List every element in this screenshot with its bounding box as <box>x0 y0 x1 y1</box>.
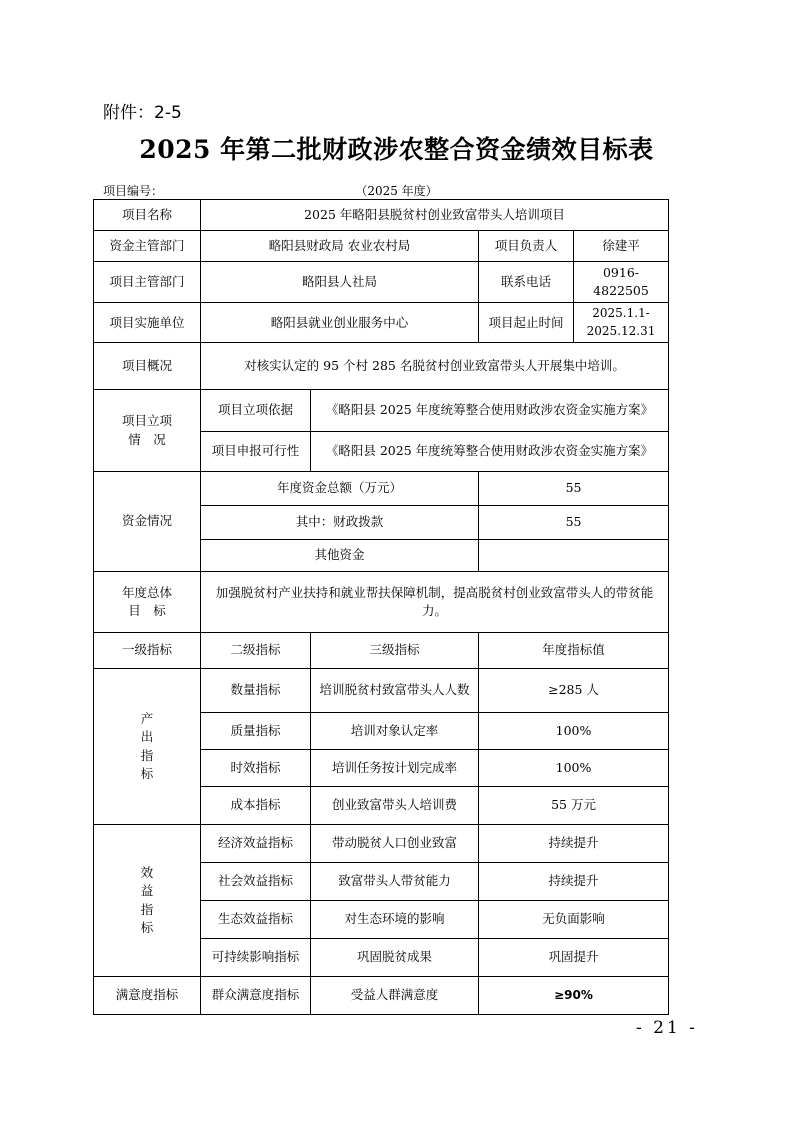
table-row <box>94 303 669 343</box>
fund-dept-label: 资金主管部门 <box>94 231 201 262</box>
goal-label-line2: 目 标 <box>128 603 166 619</box>
table-row <box>94 200 669 231</box>
satisfaction-level2: 群众满意度指标 <box>201 977 311 1015</box>
satisfaction-level3: 受益人群满意度 <box>311 977 479 1015</box>
period-value: 2025.1.1-2025.12.31 <box>574 303 669 343</box>
benefit-label-char: 指 <box>140 901 154 917</box>
benefit-level2: 经济效益指标 <box>201 825 311 863</box>
performance-target-table <box>93 199 669 1015</box>
project-name-label: 项目名称 <box>94 200 201 231</box>
output-label <box>94 669 201 825</box>
table-row <box>94 572 669 633</box>
project-name-value: 2025 年略阳县脱贫村创业致富带头人培训项目 <box>201 200 669 231</box>
leader-label: 项目负责人 <box>479 231 574 262</box>
satisfaction-level1: 满意度指标 <box>94 977 201 1015</box>
funds-fiscal-value: 55 <box>479 506 669 540</box>
project-dept-label: 项目主管部门 <box>94 262 201 303</box>
output-level3: 培训对象认定率 <box>311 713 479 750</box>
impl-unit-label: 项目实施单位 <box>94 303 201 343</box>
impl-unit-value: 略阳县就业创业服务中心 <box>201 303 479 343</box>
page-title: 2025 年第二批财政涉农整合资金绩效目标表 <box>139 135 654 164</box>
satisfaction-value: ≥90% <box>479 977 669 1015</box>
output-label-char: 出 <box>140 729 154 745</box>
table-row <box>94 633 669 669</box>
output-level2: 数量指标 <box>201 669 311 713</box>
benefit-label-char: 标 <box>140 919 154 935</box>
table-row <box>94 343 669 390</box>
approval-label-line1: 项目立项 <box>121 413 172 429</box>
feasibility-value: 《略阳县 2025 年度统筹整合使用财政涉农资金实施方案》 <box>311 432 669 472</box>
feasibility-label: 项目申报可行性 <box>201 432 311 472</box>
benefit-value: 无负面影响 <box>479 901 669 939</box>
header-value: 年度指标值 <box>479 633 669 669</box>
header-level2: 二级指标 <box>201 633 311 669</box>
benefit-level3: 致富带头人带贫能力 <box>311 863 479 901</box>
header-level1: 一级指标 <box>94 633 201 669</box>
project-code-label: 项目编号： <box>103 184 164 198</box>
goal-label-line1: 年度总体 <box>121 584 172 600</box>
table-row <box>94 390 669 432</box>
benefit-level3: 对生态环境的影响 <box>311 901 479 939</box>
table-row <box>94 977 669 1015</box>
output-level3: 培训脱贫村致富带头人人数 <box>311 669 479 713</box>
output-label-char: 标 <box>140 765 154 781</box>
benefit-level2: 生态效益指标 <box>201 901 311 939</box>
project-dept-value: 略阳县人社局 <box>201 262 479 303</box>
attachment-label: 附件：2-5 <box>103 103 182 123</box>
overview-label: 项目概况 <box>94 343 201 390</box>
basis-value: 《略阳县 2025 年度统筹整合使用财政涉农资金实施方案》 <box>311 390 669 432</box>
table-row <box>94 472 669 506</box>
fund-dept-value: 略阳县财政局 农业农村局 <box>201 231 479 262</box>
funds-total-label: 年度资金总额（万元） <box>201 472 479 506</box>
approval-label <box>94 390 201 472</box>
page-number: - 21 - <box>636 1018 698 1038</box>
benefit-label-char: 益 <box>140 883 154 899</box>
output-level2: 质量指标 <box>201 713 311 750</box>
phone-value: 0916-4822505 <box>574 262 669 303</box>
output-value: ≥285 人 <box>479 669 669 713</box>
output-level2: 时效指标 <box>201 750 311 787</box>
benefit-level2: 社会效益指标 <box>201 863 311 901</box>
funds-label: 资金情况 <box>94 472 201 572</box>
approval-label-line2: 情 况 <box>128 431 166 447</box>
table-row <box>94 825 669 863</box>
output-value: 55 万元 <box>479 787 669 825</box>
output-level2: 成本指标 <box>201 787 311 825</box>
benefit-value: 持续提升 <box>479 863 669 901</box>
funds-fiscal-label: 其中：财政拨款 <box>201 506 479 540</box>
table-row <box>94 669 669 713</box>
header-level3: 三级指标 <box>311 633 479 669</box>
output-level3: 培训任务按计划完成率 <box>311 750 479 787</box>
output-value: 100% <box>479 713 669 750</box>
funds-other-value <box>479 540 669 572</box>
goal-text: 加强脱贫村产业扶持和就业帮扶保障机制，提高脱贫村创业致富带头人的带贫能力。 <box>201 572 669 633</box>
goal-label <box>94 572 201 633</box>
table-row <box>94 262 669 303</box>
basis-label: 项目立项依据 <box>201 390 311 432</box>
benefit-level3: 巩固脱贫成果 <box>311 939 479 977</box>
table-row <box>94 231 669 262</box>
benefit-level2: 可持续影响指标 <box>201 939 311 977</box>
output-level3: 创业致富带头人培训费 <box>311 787 479 825</box>
benefit-value: 巩固提升 <box>479 939 669 977</box>
overview-value: 对核实认定的 95 个村 285 名脱贫村创业致富带头人开展集中培训。 <box>201 343 669 390</box>
benefit-level3: 带动脱贫人口创业致富 <box>311 825 479 863</box>
benefit-label-char: 效 <box>140 865 154 881</box>
phone-label: 联系电话 <box>479 262 574 303</box>
leader-value: 徐建平 <box>574 231 669 262</box>
output-value: 100% <box>479 750 669 787</box>
funds-total-value: 55 <box>479 472 669 506</box>
output-label-char: 指 <box>140 747 154 763</box>
benefit-label <box>94 825 201 977</box>
year-label: （2025 年度） <box>355 184 438 198</box>
output-label-char: 产 <box>140 711 154 727</box>
funds-other-label: 其他资金 <box>201 540 479 572</box>
benefit-value: 持续提升 <box>479 825 669 863</box>
period-label: 项目起止时间 <box>479 303 574 343</box>
